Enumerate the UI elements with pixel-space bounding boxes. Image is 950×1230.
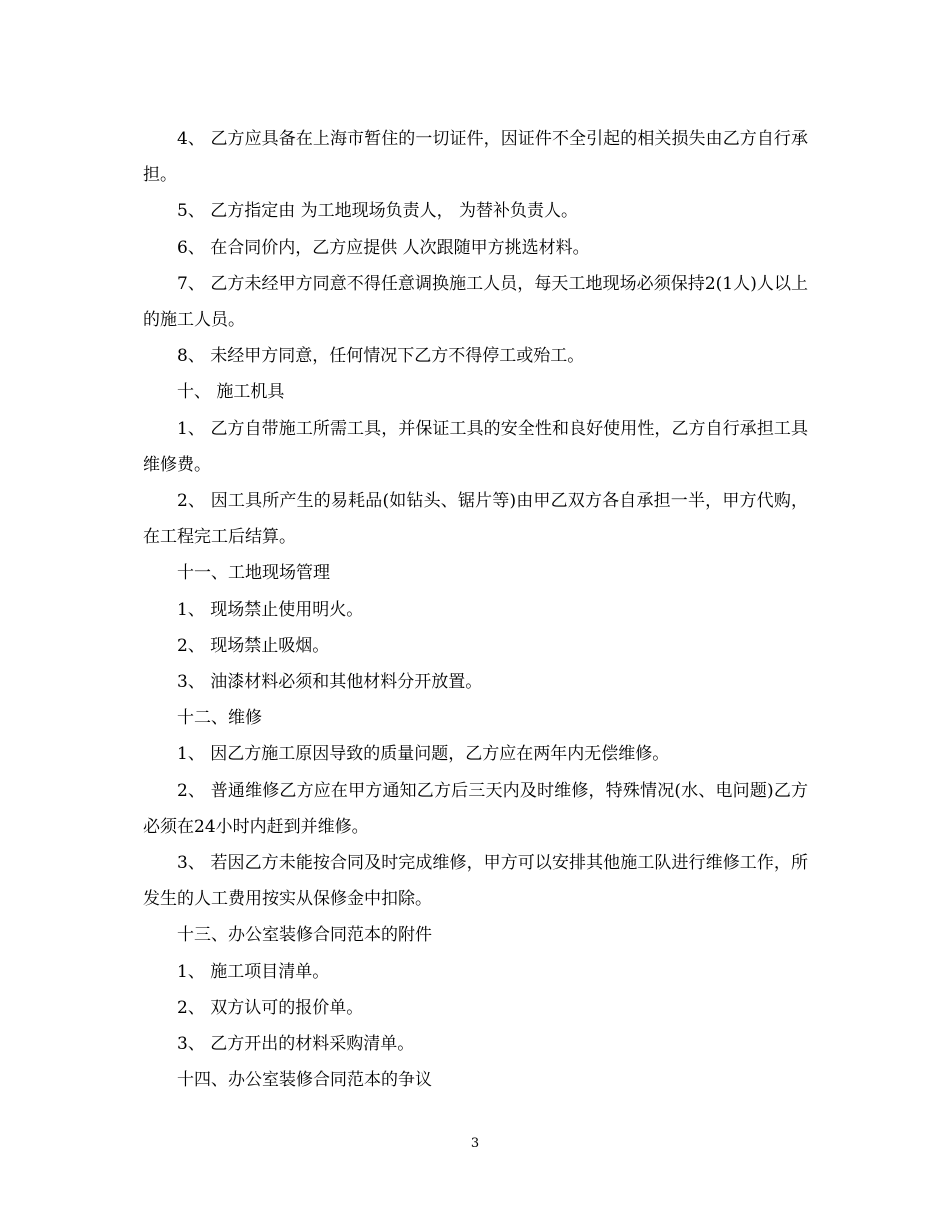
section-heading-attachments: 十三、办公室装修合同范本的附件 [177,925,432,946]
clause-5-site-manager: 5、 乙方指定由 为工地现场负责人， 为替补负责人。 [177,201,579,222]
section-heading-tools: 十、 施工机具 [177,382,285,403]
clause-maintenance-1: 1、 因乙方施工原因导致的质量问题，乙方应在两年内无偿维修。 [177,744,670,765]
clause-site-3: 3、 油漆材料必须和其他材料分开放置。 [177,672,483,693]
clause-4-documents: 4、 乙方应具备在上海市暂住的一切证件，因证件不全引起的相关损失由乙方自行承担。 [143,129,808,186]
clause-site-1: 1、 现场禁止使用明火。 [177,599,364,620]
clause-tools-1: 1、 乙方自带施工所需工具，并保证工具的安全性和良好使用性，乙方自行承担工具维修费。 [143,418,808,475]
clause-attachment-2: 2、 双方认可的报价单。 [177,997,364,1018]
clause-site-2: 2、 现场禁止吸烟。 [177,635,330,656]
page-number: 3 [470,1136,480,1151]
clause-7-staffing: 7、 乙方未经甲方同意不得任意调换施工人员，每天工地现场必须保持2(1人)人以上的施工人员。 [143,273,808,331]
clause-attachment-3: 3、 乙方开出的材料采购清单。 [177,1034,415,1055]
section-heading-site-management: 十一、工地现场管理 [177,563,330,584]
clause-6-material-selection: 6、 在合同价内，乙方应提供 人次跟随甲方挑选材料。 [177,237,590,258]
section-heading-disputes: 十四、办公室装修合同范本的争议 [177,1070,432,1091]
clause-attachment-1: 1、 施工项目清单。 [177,961,330,982]
clause-8-no-stoppage: 8、 未经甲方同意，任何情况下乙方不得停工或殆工。 [177,346,585,367]
clause-maintenance-2: 2、 普通维修乙方应在甲方通知乙方后三天内及时维修，特殊情况(水、电问题)乙方必须在24小时内赶到并维修。 [143,780,808,837]
clause-tools-2: 2、 因工具所产生的易耗品(如钻头、锯片等)由甲乙双方各自承担一半，甲方代购，在工程完工后结算。 [143,491,808,548]
document-body [143,121,808,1098]
section-heading-maintenance: 十二、维修 [177,708,262,729]
clause-maintenance-3: 3、 若因乙方未能按合同及时完成维修，甲方可以安排其他施工队进行维修工作，所发生的人工费用按实从保修金中扣除。 [143,853,808,910]
